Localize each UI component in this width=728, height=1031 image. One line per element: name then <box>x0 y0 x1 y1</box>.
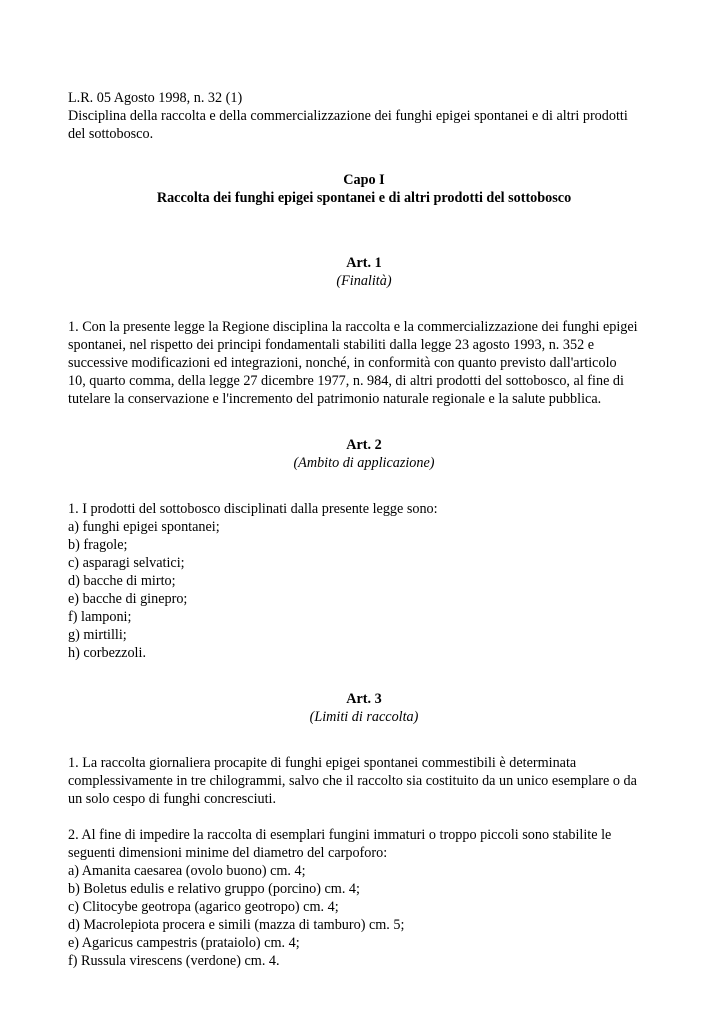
art2-list-item: b) fragole; <box>68 537 128 553</box>
art2-list-item: g) mirtilli; <box>68 627 127 643</box>
art3-subtitle: (Limiti di raccolta) <box>309 709 419 725</box>
art3-para2-line: 2. Al fine di impedire la raccolta di esemplari fungini immaturi o troppo piccoli sono stabilite le <box>68 827 612 843</box>
art2-list-item: e) bacche di ginepro; <box>68 591 188 607</box>
art3-list-item: f) Russula virescens (verdone) cm. 4. <box>68 953 280 969</box>
art3-list-item: c) Clitocybe geotropa (agarico geotropo) cm. 4; <box>68 899 339 915</box>
art2-line: 1. I prodotti del sottobosco disciplinati dalla presente legge sono: <box>68 501 438 517</box>
art3-list-item: e) Agaricus campestris (prataiolo) cm. 4; <box>68 935 300 951</box>
law-title-line-1: Disciplina della raccolta e della commercializzazione dei funghi epigei spontanei e di altri prodotti <box>68 108 628 124</box>
law-reference: L.R. 05 Agosto 1998, n. 32 (1) <box>68 90 243 106</box>
art1-line: 1. Con la presente legge la Regione disciplina la raccolta e la commercializzazione dei funghi epigei <box>68 319 638 335</box>
art3-list-item: d) Macrolepiota procera e simili (mazza di tamburo) cm. 5; <box>68 917 405 933</box>
art1-subtitle: (Finalità) <box>336 273 392 289</box>
art2-list-item: f) lamponi; <box>68 609 132 625</box>
art3-para1-line: un solo cespo di funghi concresciuti. <box>68 791 277 807</box>
art3-para1-line: complessivamente in tre chilogrammi, salvo che il raccolto sia costituito da un unico esemplare o da <box>68 773 637 789</box>
art2-subtitle: (Ambito di applicazione) <box>293 455 435 471</box>
art3-para2-line: seguenti dimensioni minime del diametro del carpoforo: <box>68 845 388 861</box>
art3-para1-line: 1. La raccolta giornaliera procapite di funghi epigei spontanei commestibili è determinata <box>68 755 577 771</box>
art2-heading: Art. 2 <box>346 437 382 453</box>
art1-line: tutelare la conservazione e l'incremento del patrimonio naturale regionale e la salute pubblica. <box>68 391 602 407</box>
law-title-line-2: del sottobosco. <box>68 126 154 142</box>
art1-line: spontanei, nel rispetto dei principi fondamentali stabiliti dalla legge 23 agosto 1993, n. 352 e <box>68 337 595 353</box>
art2-list-item: h) corbezzoli. <box>68 645 146 661</box>
art1-line: successive modificazioni ed integrazioni, nonché, in conformità con quanto previsto dall'articolo <box>68 355 617 371</box>
art3-list-item: b) Boletus edulis e relativo gruppo (porcino) cm. 4; <box>68 881 360 897</box>
art2-list-item: d) bacche di mirto; <box>68 573 176 589</box>
art1-heading: Art. 1 <box>346 255 382 271</box>
chapter-label: Capo I <box>343 172 385 188</box>
art3-list-item: a) Amanita caesarea (ovolo buono) cm. 4; <box>68 863 306 879</box>
art2-list-item: a) funghi epigei spontanei; <box>68 519 220 535</box>
art2-list-item: c) asparagi selvatici; <box>68 555 185 571</box>
art3-heading: Art. 3 <box>346 691 382 707</box>
chapter-title: Raccolta dei funghi epigei spontanei e di altri prodotti del sottobosco <box>156 190 572 206</box>
art1-line: 10, quarto comma, della legge 27 dicembre 1977, n. 984, di altri prodotti del sottobosco, al fine di <box>68 373 624 389</box>
